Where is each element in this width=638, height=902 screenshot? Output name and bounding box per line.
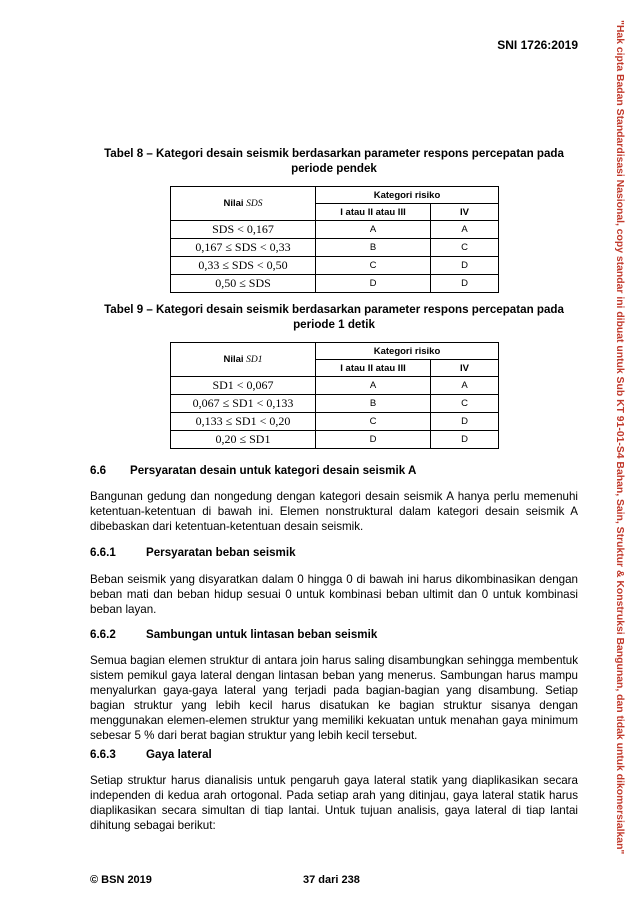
section-title: Gaya lateral	[146, 748, 212, 761]
section-heading-6-6-3	[90, 748, 212, 761]
category-cell: D	[431, 257, 499, 275]
kategori-sub2: IV	[431, 204, 499, 221]
category-cell: A	[431, 221, 499, 239]
table-row	[171, 413, 499, 431]
document-id: SNI 1726:2019	[497, 38, 578, 52]
category-cell: C	[431, 239, 499, 257]
copyright-watermark: "Hak cipta Badan Standardisasi Nasional, copy standar ini dibuat untuk Sub KT 91-01-S4 Bahan, Sain, Struktur & Konstruksi Bangunan, dan tidak untuk dikomersialkan"	[614, 20, 625, 855]
nilai-symbol: SD1	[246, 355, 263, 365]
category-cell: A	[316, 221, 431, 239]
section-number: 6.6.3	[90, 748, 116, 761]
table-row	[171, 431, 499, 449]
section-heading-6-6-1	[90, 546, 296, 559]
footer-page-number: 37 dari 238	[303, 874, 360, 886]
table-row	[171, 221, 499, 239]
range-cell: 0,133 ≤ SD1 < 0,20	[171, 413, 316, 431]
table-row	[171, 395, 499, 413]
section-body-6-6: Bangunan gedung dan nongedung dengan kategori desain seismik A hanya perlu memenuhi ketentuan-ketentuan di bawah ini. Elemen nonstruktural dalam kategori desain seismik A dibebaskan dari ketentuan-ketentuan desain seismik.	[90, 490, 578, 533]
section-heading-6-6	[90, 464, 416, 477]
nilai-symbol: SDS	[246, 199, 263, 209]
table-row	[171, 257, 499, 275]
table9	[170, 342, 499, 449]
category-cell: C	[431, 395, 499, 413]
range-cell: 0,50 ≤ SDS	[171, 275, 316, 293]
category-cell: C	[316, 413, 431, 431]
category-cell: D	[431, 431, 499, 449]
range-cell: 0,167 ≤ SDS < 0,33	[171, 239, 316, 257]
section-body-6-6-1: Beban seismik yang disyaratkan dalam 0 hingga 0 di bawah ini harus dikombinasikan dengan beban mati dan beban hidup sesuai 0 untuk kombinasi beban ultimit dan 0 untuk kombinasi beban layan.	[90, 573, 578, 616]
section-body-6-6-3: Setiap struktur harus dianalisis untuk pengaruh gaya lateral statik yang diaplikasikan secara independen di kedua arah ortogonal. Pada setiap arah yang ditinjau, gaya lateral statik harus diaplikasikan secara simultan di tiap lantai. Untuk tujuan analisis, gaya lateral di tiap lantai dihitung sebagai berikut:	[90, 774, 578, 832]
section-title: Sambungan untuk lintasan beban seismik	[146, 628, 378, 641]
category-cell: D	[316, 275, 431, 293]
category-cell: D	[431, 413, 499, 431]
range-cell: 0,33 ≤ SDS < 0,50	[171, 257, 316, 275]
table8-nilai-header	[171, 187, 316, 221]
table8-caption: Tabel 8 – Kategori desain seismik berdasarkan parameter respons percepatan pada periode pendek	[104, 147, 564, 175]
category-cell: A	[316, 377, 431, 395]
table-row	[171, 275, 499, 293]
range-cell: SD1 < 0,067	[171, 377, 316, 395]
nilai-label: Nilai	[223, 198, 244, 209]
section-title: Persyaratan beban seismik	[146, 546, 296, 559]
section-number: 6.6	[90, 464, 107, 477]
range-cell: 0,067 ≤ SD1 < 0,133	[171, 395, 316, 413]
section-number: 6.6.2	[90, 628, 116, 641]
section-number: 6.6.1	[90, 546, 116, 559]
table9-caption: Tabel 9 – Kategori desain seismik berdasarkan parameter respons percepatan pada periode 1 detik	[104, 303, 564, 331]
table-row	[171, 377, 499, 395]
kategori-header: Kategori risiko	[316, 187, 499, 204]
table-row	[171, 239, 499, 257]
table9-nilai-header	[171, 343, 316, 377]
section-body-6-6-2: Semua bagian elemen struktur di antara join harus saling disambungkan sehingga membentuk sistem pemikul gaya lateral dengan lintasan beban yang menerus. Sambungan harus mampu menyalurkan gaya-gaya lateral yang terjadi pada bagian-bagian yang disambung. Setiap bagian struktur yang lebih kecil harus disatukan ke bagian struktur sisanya dengan menggunakan elemen-elemen struktur yang memiliki kekuatan untuk menahan gaya minimum sebesar 5 % dari berat bagian struktur yang lebih kecil tersebut.	[90, 654, 578, 742]
section-title: Persyaratan desain untuk kategori desain seismik A	[130, 464, 417, 477]
section-heading-6-6-2	[90, 628, 377, 641]
kategori-sub1: I atau II atau III	[316, 204, 431, 221]
nilai-label: Nilai	[223, 354, 244, 365]
kategori-sub1: I atau II atau III	[316, 360, 431, 377]
category-cell: D	[316, 431, 431, 449]
table8	[170, 186, 499, 293]
kategori-sub2: IV	[431, 360, 499, 377]
range-cell: 0,20 ≤ SD1	[171, 431, 316, 449]
category-cell: B	[316, 395, 431, 413]
footer-copyright: © BSN 2019	[90, 874, 152, 886]
category-cell: A	[431, 377, 499, 395]
range-cell: SDS < 0,167	[171, 221, 316, 239]
kategori-header: Kategori risiko	[316, 343, 499, 360]
category-cell: D	[431, 275, 499, 293]
category-cell: B	[316, 239, 431, 257]
category-cell: C	[316, 257, 431, 275]
